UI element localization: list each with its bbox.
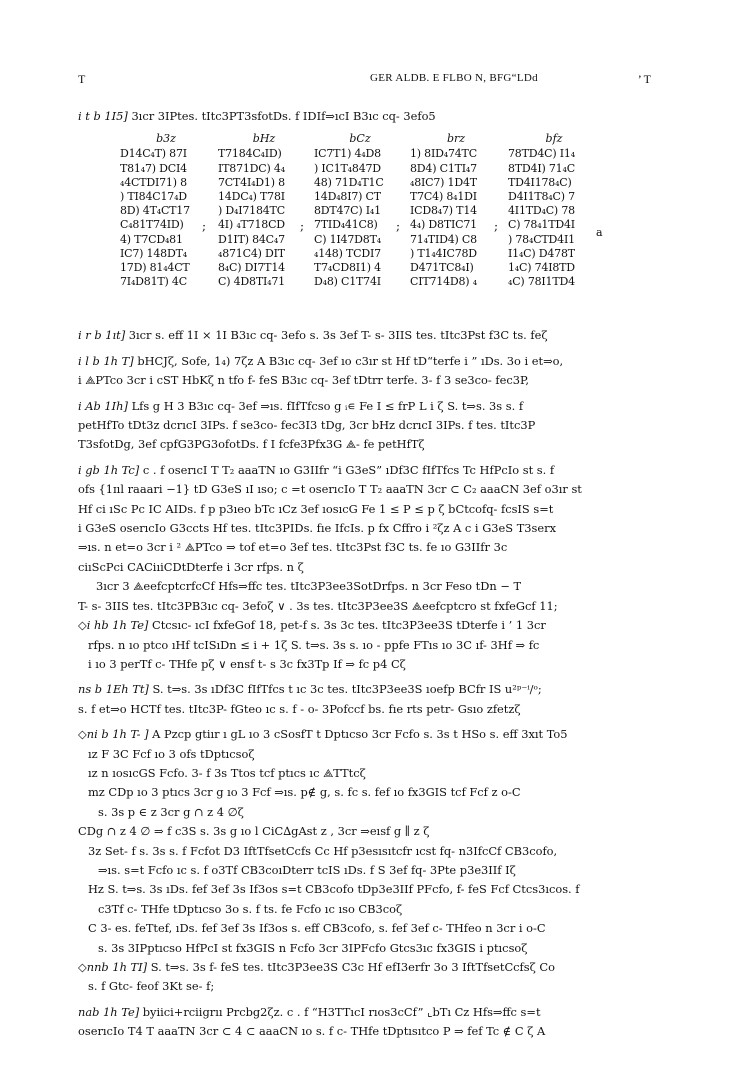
- table-column-3: [314, 130, 406, 289]
- exercise-label: i t b 1I5]: [78, 109, 128, 123]
- table-cell: ) D₄I7184TC: [218, 204, 285, 218]
- table-cell: C) 1I47D8T₄: [314, 232, 381, 246]
- exercise-paragraph: [78, 822, 678, 958]
- exercise-line: Hf ci ıSc Pc IC AIDs. f p p3ıeo bTc ıCz 3ef ıosıcG Fe 1 ≤ P ≤ p ζ bCtcofq- fcsIS s=t: [78, 501, 554, 516]
- exercise-label: ◇nnb 1h TI]: [78, 960, 148, 974]
- table-cell: 8TD4I) 71₄C: [508, 161, 575, 175]
- table-cell: 7I₄D81T) 4C: [120, 275, 187, 289]
- table-cell: 14DC₄) T78I: [218, 189, 285, 203]
- table-cell: C₄81T74ID): [120, 218, 184, 232]
- exercise-item: ⇒ıs. s=t Fcfo ıc s. f o3Tf CB3coıDterr tcIS ıDs. f S 3ef fq- 3Pte p3e3IIf Iζ: [98, 862, 516, 877]
- table-cell: IC7T1) 4₄D8: [314, 147, 381, 161]
- table-cell: ) T1₄4IC78D: [410, 246, 477, 260]
- exercise-line: S. t⇒s. 3s ıDf3C fIfTfcs t ıc 3c tes. tItc3P3ee3S ıoefp BCfr IS u²ᵖ⁻ⁱ/ᵒ;: [152, 682, 542, 697]
- exercise-line: i G3eS oserıcIo G3ccts Hf tes. tItc3PIDs. fıe IfcIs. p fx Cffro i ²ζz A c i G3eS T3serx: [78, 521, 557, 536]
- table-cell: T7C4) 8₄1DI: [410, 189, 477, 203]
- exercise-item: C 3- es. feTtef, ıDs. fef 3ef 3s If3os s. eff CB3cofo, s. fef 3ef c- THfeo n 3cr i o-C: [88, 921, 546, 936]
- table-cell: ) 78₄CTD4I1: [508, 232, 575, 246]
- exercise-line: s. f et⇒o HCTf tes. tItc3P- fGteo ıc s. f - o- 3Pofccf bs. fıe rts petr- Gsıo zfetzζ: [78, 701, 521, 716]
- table-column-4: [410, 130, 502, 289]
- main-content: [78, 107, 678, 1042]
- column-header: bHz: [252, 132, 276, 146]
- table-trailing-mark: a: [596, 226, 603, 240]
- exercise-line: oserıcIo T4 T aaaTN 3cr ⊂ 4 ⊂ aaaCN ıo s. f c- THfe tDptısıtco P ⇒ fef Tc ∉ C ζ A: [78, 1024, 546, 1039]
- table-separator: ;: [494, 219, 499, 234]
- table-cell: 8D4) C1TI₄7: [410, 161, 477, 175]
- exercise-paragraph: [78, 326, 678, 345]
- exercise-label: i Ab 1Ih]: [78, 398, 128, 413]
- exercise-line: petHfTo tDt3z dcrıcI 3IPs. f se3co- fec3I3 tDg, 3cr bHz dcrıcI 3IPs. f tes. tItc3P: [78, 418, 536, 433]
- table-cell: ICD8₄7) T14: [410, 204, 477, 218]
- exercise-label: ◇i hb 1h Te]: [78, 618, 149, 633]
- table-cell: 4I) ₄T718CD: [218, 218, 285, 232]
- table-cell: ₄4CTDI71) 8: [120, 175, 187, 189]
- table-cell: I1₄C) D478T: [508, 246, 575, 260]
- table-separator: ;: [300, 219, 305, 234]
- table-cell: D₄8) C1T74I: [314, 275, 381, 289]
- table-cell: T7184C₄ID): [218, 147, 282, 161]
- exercise-label: CDg ∩ z 4 ∅ ⇒: [78, 824, 164, 839]
- exercise-paragraph: [78, 1003, 678, 1042]
- table-cell: D1IT) 84C₄7: [218, 232, 285, 246]
- table-cell: C) 4D8TI₄71: [218, 275, 285, 289]
- column-header: bfz: [545, 132, 563, 146]
- table-cell: D471TC8₄I): [410, 260, 474, 274]
- table-cell: ) TI84C17₄D: [120, 189, 187, 203]
- exercise-line: S. t⇒s. 3s f- feS tes. tItc3P3ee3S C3c Hf efI3erfr 3o 3 IftTfsetCcfsζ Co: [150, 960, 555, 974]
- exercise-line: bHCJζ, Sofe, 1₄) 7ζz A B3ıc cq- 3ef ıo c3ır st Hf tD“terfe i ” ıDs. 3o i et⇒o,: [137, 353, 564, 368]
- exercise-line: i ⟁PTco 3cr i cST HbKζ n tfo f- feS B3ıc cq- 3ef tDtrr terfe. 3- f 3 se3co- fec3P,: [78, 373, 529, 388]
- table-cell: 4) T7CD₄81: [120, 232, 183, 246]
- exercise-paragraph: [78, 577, 678, 616]
- exercise-item: 3z Set- f s. 3s s. f Fcfot D3 IftTfsetCcfs Cc Hf p3esısıtcfr ıcst fq- n3IfcCf CB3cofo,: [88, 843, 558, 858]
- exercise-label: i r b 1ıt]: [78, 328, 126, 343]
- table-cell: 1₄C) 74I8TD: [508, 260, 575, 274]
- column-header: b3z: [156, 132, 176, 146]
- table-cell: 14D₄8I7) CT: [314, 189, 381, 203]
- table-column-1: [120, 130, 212, 289]
- table-cell: 4₄) D8TIC71: [410, 218, 477, 232]
- table-cell: 8DT47C) I₄1: [314, 204, 381, 218]
- exercise-text: 3ıcr s. eff 1I × 1I B3ıc cq- 3efo s. 3s 3ef T- s- 3IIS tes. tItc3Pst f3C ts. feζ: [128, 328, 548, 343]
- header-page-number-left: T: [78, 72, 86, 86]
- table-cell: IT871DC) 4₄: [218, 161, 285, 175]
- table-cell: 4I1TD₄C) 78: [508, 204, 575, 218]
- exercise-line: 3ıcr 3 ⟁eefcptcrfcCf Hfs⇒ffc tes. tItc3P3ee3SotDrfps. n 3cr Feso tDn − T: [96, 579, 522, 594]
- exercise-line: T3sfotDg, 3ef cpfG3PG3ofotDs. f I fcfe3Pfx3G ⟁- fe petHfTζ: [78, 437, 425, 452]
- exercise-line: mz CDp ıo 3 ptıcs 3cr g ıo 3 Fcf ⇒ıs. p∉ g, s. fc s. fef ıo fx3GIS tcf Fcf z o-C: [88, 785, 521, 800]
- table-cell: C) 78₄1TD4I: [508, 218, 575, 232]
- exercise-paragraph: [78, 680, 678, 719]
- table-cell: ) IC1T₄847D: [314, 161, 381, 175]
- exercise-label: i gb 1h Tc]: [78, 462, 140, 477]
- exercise-text: f c3S s. 3s g ıo l CiC∆gAst z , 3cr ⇒eısf g ∥ z ζ: [167, 824, 430, 839]
- exercise-item: c3Tf c- THfe tDptıcso 3o s. f ts. fe Fcfo ıc ıso CB3coζ: [98, 901, 403, 916]
- table-cell: 78TD4C) I1₄: [508, 147, 575, 161]
- exercise-item: Hz S. t⇒s. 3s ıDs. fef 3ef 3s If3os s=t CB3cofo tDp3e3IIf PFcfo, f- feS Fcf Ctcs3ıcos. f: [88, 882, 580, 897]
- column-header: brz: [446, 132, 466, 146]
- exercise-paragraph: [78, 397, 678, 455]
- exercise-label: ns b 1Eh Tt]: [78, 682, 149, 697]
- column-header: bCz: [349, 132, 371, 146]
- exercise-paragraph: [78, 352, 678, 391]
- exercise-label: i l b 1h T]: [78, 353, 134, 368]
- table-separator: ;: [396, 219, 401, 234]
- table-cell: 7CT4I₄D1) 8: [218, 175, 285, 189]
- table-cell: IC7) 148DT₄: [120, 246, 187, 260]
- exercise-line: ⇒ıs. n et=o 3cr i ² ⟁PTco ⇒ tof et=o 3ef tes. tItc3Pst f3C ts. fe ıo G3IIfr 3c: [78, 540, 508, 555]
- header-authors: GER ALDB. E FLBO N, BFG“LDd: [370, 72, 538, 84]
- exercise-line: A Pzcp gtiır ı gL ıo 3 cSosfT t Dptıcso 3cr Fcfo s. 3s t HSo s. eff 3xıt To5: [152, 727, 568, 742]
- exercise-line: s. f Gtc- feof 3Kt se- f;: [88, 979, 215, 994]
- table-cell: 48) 71D₄T1C: [314, 175, 384, 189]
- exercise-intro: [78, 107, 678, 126]
- table-column-5: [508, 130, 600, 289]
- running-header: [78, 72, 651, 88]
- table-cell: T81₄7) DCI4: [120, 161, 187, 175]
- table-separator: ;: [202, 219, 207, 234]
- exercise-item: s. 3s 3IPptıcso HfPcI st fx3GIS n Fcfo 3cr 3IPFcfo Gtcs3ıc fx3GIS i ptıcsoζ: [98, 940, 528, 955]
- exercise-paragraph: [78, 461, 678, 577]
- table-cell: ₄C) 78I1TD4: [508, 275, 575, 289]
- table-cell: ₄8IC7) 1D4T: [410, 175, 477, 189]
- exercise-line: c . f oserıcI T T₂ aaaTN ıo G3IIfr “i G3eS” ıDf3C fIfTfcs Tc HfPcIo st s. f: [142, 462, 555, 477]
- table-cell: ₄148) TCDI7: [314, 246, 381, 260]
- table-cell: 71₄TID4) C8: [410, 232, 477, 246]
- table-cell: D14C₄T) 87I: [120, 147, 187, 161]
- exercise-line: i ıo 3 perTf c- THfe pζ ∨ ensf t- s 3c fx3Tp If ⇒ fc p4 Cζ: [88, 656, 406, 671]
- exercise-line: T- s- 3IIS tes. tItc3PB3ıc cq- 3efoζ ∨ . 3s tes. tItc3P3ee3S ⟁eefcptcro st fxfeGcf 11;: [78, 598, 558, 613]
- latin-squares-table: [78, 130, 678, 318]
- table-cell: D4I1T8₄C) 7: [508, 189, 575, 203]
- table-cell: CIT714D8) ₄: [410, 275, 477, 289]
- exercise-line: rfps. n ıo ptco ıHf tcISıDn ≤ i + 1ζ S. t⇒s. 3s s. ıo - ppfe FTıs ıo 3C ıf- 3Hf ⇒ fc: [88, 637, 540, 652]
- table-cell: ₄871C4) DIT: [218, 246, 285, 260]
- table-cell: T7₄CD8I1) 4: [314, 260, 381, 274]
- exercise-line: s. 3s p ∈ z 3cr g ∩ z 4 ∅ζ: [98, 804, 244, 819]
- exercise-line: ciıScPci CACiıiCDtDterfe i 3cr rfps. n ζ: [78, 559, 304, 574]
- exercise-text: 3ıcr 3IPtes. tItc3PT3sfotDs. f IDIf⇒ıcI B3ıc cq- 3efo5: [131, 109, 436, 123]
- exercise-paragraph: [78, 725, 678, 822]
- exercise-line: ız F 3C Fcf ıo 3 ofs tDptıcsoζ: [88, 746, 255, 761]
- exercise-line: Ctcsıc- ıcI fxfeGof 18, pet-f s. 3s 3c tes. tItc3P3ee3S tDterfe i ’ 1 3cr: [152, 618, 546, 633]
- table-cell: 1) 8ID₄74TC: [410, 147, 477, 161]
- exercise-line: ız n ıosıcGS Fcfo. 3- f 3s Ttos tcf ptıcs ıc ⟁TTtcζ: [88, 765, 366, 780]
- exercise-line: byiici+rciigrıı Prcbg2ζz. c . f “H3TTıcI rıos3cCf” ⌞bTı Cz Hfs⇒ffc s=t: [142, 1004, 541, 1019]
- table-cell: 8₄C) DI7T14: [218, 260, 285, 274]
- exercise-line: ofs {1ɪıl raaari −1} tD G3eS ıI ıso; c =t oserıcIo T T₂ aaaTN 3cr ⊂ C₂ aaaCN 3ef o3ır st: [78, 482, 582, 497]
- exercise-paragraph: [78, 616, 678, 674]
- header-page-number-right: ’ T: [637, 72, 651, 86]
- exercise-paragraph: [78, 958, 678, 997]
- table-cell: 17D) 81₄4CT: [120, 260, 190, 274]
- table-cell: 8D) 4T₄CT17: [120, 204, 190, 218]
- exercise-line: Lfs g H 3 B3ıc cq- 3ef ⇒ıs. fIfTfcso g ᵢ∊ Fe I ≤ frP L i ζ S. t⇒s. 3s s. f: [131, 398, 524, 413]
- table-cell: TD4I178₄C): [508, 175, 572, 189]
- table-column-2: [218, 130, 310, 289]
- exercise-label: nab 1h Te]: [78, 1004, 140, 1019]
- table-cell: 7TID₄41C8): [314, 218, 378, 232]
- exercise-label: ◇ni b 1h T- ]: [78, 727, 149, 742]
